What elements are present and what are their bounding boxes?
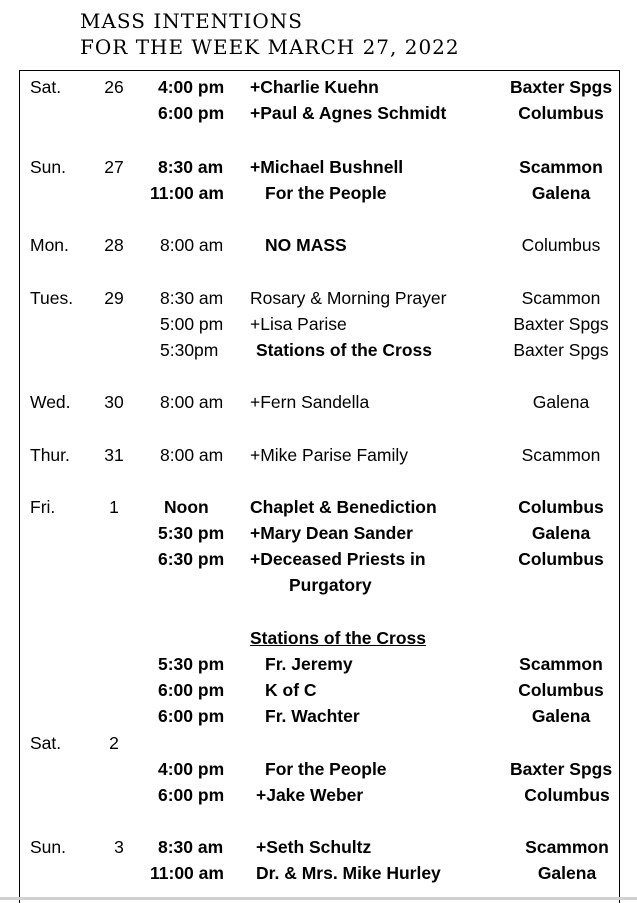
day-label: Wed. (30, 392, 71, 412)
mass-location: Galena (532, 392, 590, 412)
day-label: Sun. (30, 157, 66, 177)
section-heading: Stations of the Cross (250, 628, 426, 648)
mass-location: Scammon (521, 288, 601, 308)
date-number: 27 (104, 157, 124, 177)
mass-location: Columbus (518, 549, 604, 569)
mass-location: Galena (531, 706, 591, 726)
mass-location: Baxter Spgs (513, 340, 609, 360)
title-line-1: MASS INTENTIONS (80, 9, 304, 33)
mass-intention: +Seth Schultz (256, 837, 372, 857)
mass-intention: For the People (265, 183, 387, 203)
date-number: 30 (104, 392, 124, 412)
day-label: Sun. (30, 837, 66, 857)
mass-location: Galena (531, 183, 591, 203)
date-number: 3 (114, 837, 124, 857)
date-number: 2 (109, 733, 119, 753)
day-label: Tues. (30, 288, 74, 308)
mass-intention: K of C (265, 680, 317, 700)
day-label: Mon. (30, 235, 69, 255)
mass-time: 11:00 am (150, 863, 224, 883)
mass-time: 8:00 am (160, 445, 224, 465)
mass-intention-continued: Purgatory (289, 575, 372, 595)
date-number: 26 (104, 77, 124, 97)
mass-time: 8:00 am (160, 235, 224, 255)
mass-intention: +Mary Dean Sander (250, 523, 413, 543)
mass-location: Scammon (521, 445, 601, 465)
day-label: Sat. (30, 733, 62, 753)
mass-location: Galena (531, 523, 591, 543)
mass-intention: +Jake Weber (256, 785, 364, 805)
mass-location: Columbus (524, 785, 610, 805)
mass-time: 5:00 pm (160, 314, 224, 334)
mass-location: Galena (537, 863, 597, 883)
mass-intention: Rosary & Morning Prayer (250, 288, 447, 308)
date-number: 29 (104, 288, 124, 308)
mass-location: Baxter Spgs (509, 759, 613, 779)
mass-intention: +Mike Parise Family (250, 445, 409, 465)
day-label: Fri. (30, 497, 56, 517)
mass-time: 5:30pm (160, 340, 219, 360)
date-number: 31 (104, 445, 124, 465)
mass-location: Columbus (518, 497, 604, 517)
mass-time: 6:00 pm (158, 706, 225, 726)
mass-time: 8:30 am (158, 837, 224, 857)
mass-intention: Fr. Jeremy (265, 654, 353, 674)
mass-time: Noon (164, 497, 209, 517)
mass-time: 11:00 am (150, 183, 224, 203)
mass-location: Baxter Spgs (513, 314, 609, 334)
mass-location: Columbus (518, 103, 604, 123)
mass-time: 5:30 pm (158, 523, 225, 543)
mass-time: 5:30 pm (158, 654, 225, 674)
mass-intention: Dr. & Mrs. Mike Hurley (256, 863, 441, 883)
mass-location: Baxter Spgs (509, 77, 613, 97)
mass-time: 8:30 am (160, 288, 224, 308)
mass-intention: +Michael Bushnell (250, 157, 404, 177)
day-label: Sat. (30, 77, 62, 97)
mass-intention: Fr. Wachter (265, 706, 360, 726)
mass-time: 6:00 pm (158, 103, 225, 123)
date-number: 28 (104, 235, 124, 255)
mass-intention: +Fern Sandella (250, 392, 370, 412)
mass-intention: +Lisa Parise (250, 314, 347, 334)
mass-location: Columbus (518, 680, 604, 700)
mass-location: Scammon (519, 157, 603, 177)
mass-intention: +Charlie Kuehn (250, 77, 379, 97)
mass-intention: Stations of the Cross (256, 340, 432, 360)
mass-intention: Chaplet & Benediction (250, 497, 437, 517)
mass-intention: NO MASS (265, 235, 347, 255)
title-line-2: FOR THE WEEK MARCH 27, 2022 (80, 35, 460, 59)
mass-time: 6:30 pm (158, 549, 225, 569)
day-label: Thur. (30, 445, 70, 465)
mass-time: 4:00 pm (158, 77, 225, 97)
mass-time: 8:30 am (158, 157, 224, 177)
mass-intention: +Deceased Priests in (250, 549, 426, 569)
mass-intention: +Paul & Agnes Schmidt (250, 103, 447, 123)
date-number: 1 (109, 497, 119, 517)
page-title (80, 8, 460, 60)
mass-location: Scammon (525, 837, 609, 857)
mass-intention: For the People (265, 759, 387, 779)
mass-time: 8:00 am (160, 392, 224, 412)
mass-location: Scammon (519, 654, 603, 674)
mass-time: 4:00 pm (158, 759, 225, 779)
mass-location: Columbus (521, 235, 601, 255)
mass-time: 6:00 pm (158, 680, 225, 700)
mass-time: 6:00 pm (158, 785, 225, 805)
